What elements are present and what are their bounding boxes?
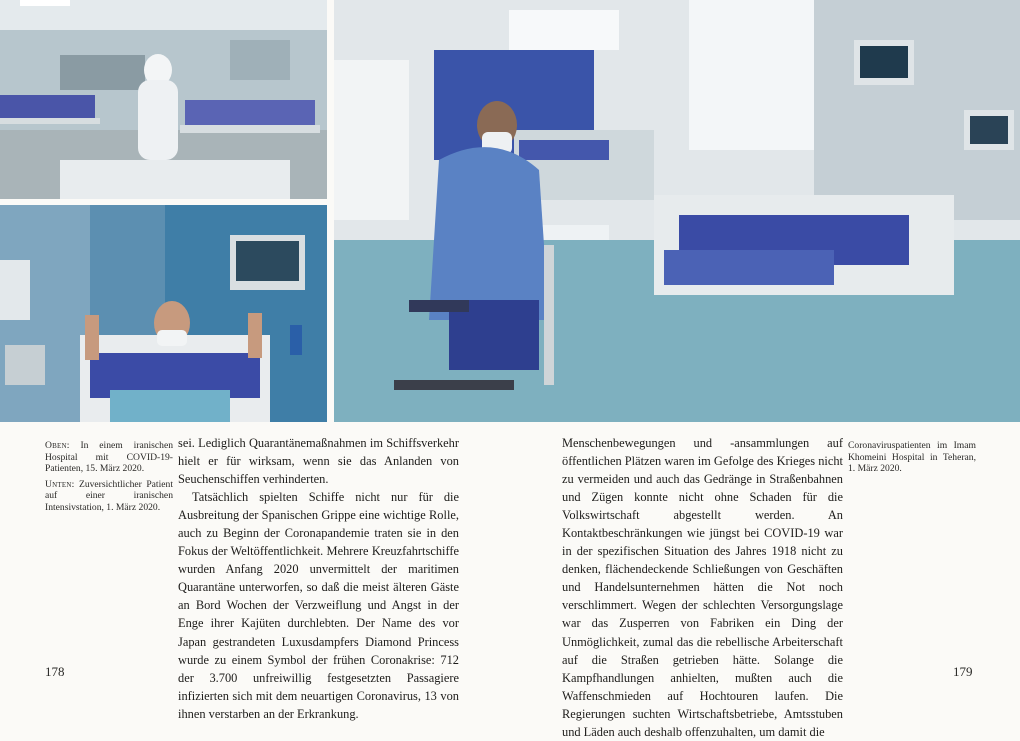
paragraph: Tatsächlich spielten Schiffe nicht nur für die Ausbreitung der Spanischen Grippe eine wichtige Rolle, auch zu Beginn der Coronapandemie traten sie in den Fokus der Weltöffentlichkeit. Mehrere Kreuzfahrtschiffe wurden Anfang 2020 unvermittelt der maritimen Quarantäne unterworfen, so daß die meist älteren Gäste an Bord Wochen der Verzweiflung und Angst in der Enge ihrer Kajüten durchlebten. Der Name des vor Japan gestrandeten Luxusdampfers Diamond Princess wurde zu einem Symbol der frühen Coronakrise: 712 der 3.700 unfreiwillig festgesetzten Passagiere infizierten sich mit dem neuartigen Coronavirus, 13 von ihnen verstarben an der Erkrankung.: [178, 490, 459, 721]
caption-text: Coronaviruspatienten im Imam Khomeini Hospital in Teheran, 1. März 2020.: [848, 440, 976, 475]
caption-bottom: [45, 479, 173, 514]
page-number-left: 178: [45, 664, 65, 679]
paragraph: sei. Lediglich Quarantänemaßnahmen im Schiffsverkehr hielt er für wirksam, wenn sie das Anlanden von Seuchenschiffen verhinderten.: [178, 436, 459, 487]
photo-doctor-icu: [334, 0, 1020, 422]
caption-top: [45, 440, 173, 475]
photo-caption-right: [848, 440, 976, 479]
caption-label-oben: Oben:: [45, 440, 70, 451]
caption-text-oben: In einem iranischen Hospital mit COVID-19-Patienten, 15. März 2020.: [45, 440, 174, 475]
page-number-right: 179: [953, 664, 973, 679]
photo-caption-left: [45, 440, 173, 518]
body-column-left: [178, 434, 459, 723]
body-column-right: [562, 434, 843, 741]
photo-patient-victory: [0, 205, 327, 422]
paragraph: Menschenbewegungen und -ansammlungen auf öffentlichen Plätzen waren im Gefolge des Krieges nicht zu vermeiden und auch das Gedränge in Straßenbahnen und Zügen konnte nicht ohne Schaden für die Volkswirtschaft abgestellt werden. An Kontaktbeschränkungen wie jüngst bei COVID-19 war in der spezifischen Situation des Jahres 1918 nicht zu denken, flächendeckende Schließungen von Geschäften und Handelsunternehmen hätten die Not noch verschlimmert. Wegen der schlechten Versorgungslage war das Zusperren von Fabriken ein Ding der Unmöglichkeit, zumal das die rebellische Arbeiterschaft auf die Straßen getrieben hätte. Solange die Kampfhandlungen anhielten, mußten auch die Waffenschmieden auf Hochtouren laufen. Die Regierungen suchten Wirtschaftsbetriebe, Amtsstuben und Läden auch deshalb offenzuhalten, um damit die: [562, 436, 843, 739]
caption-label-unten: Unten:: [45, 478, 75, 490]
photo-icu-ward: [0, 0, 327, 199]
caption-text-unten: Zuversichtlicher Patient auf einer iranischen Intensivstation, 1. März 2020.: [45, 478, 173, 513]
